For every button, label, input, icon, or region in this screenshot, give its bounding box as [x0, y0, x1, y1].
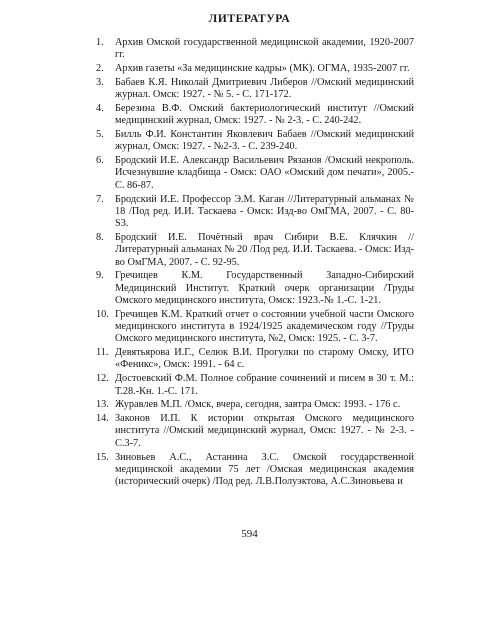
reference-number: 1. — [96, 37, 104, 48]
reference-item — [96, 129, 414, 154]
reference-text: Бродский И.Е. Александр Васильевич Рязанов /Омский некрополь. Исчезнувшие кладбища - Омск: ОАО «Омский дом печати», 2005.-С. 86-87. — [115, 155, 414, 191]
reference-item — [96, 452, 414, 489]
reference-text: Достоевский Ф.М. Полное собрание сочинений и писем в 30 т. М.: Т.28.-Кн. 1.-С. 171. — [115, 373, 414, 397]
reference-text: Бродский И.Е. Почётный врач Сибири В.Е. Клячкин //Литературный альманах № 20 /Под ред. И.И. Таскаева. - Омск: Изд-во ОмГМА, 2007. - С. 92-95. — [115, 231, 414, 268]
reference-number: 7. — [96, 193, 104, 205]
reference-number: 13. — [96, 399, 109, 411]
reference-item — [96, 103, 414, 128]
reference-number: 8. — [96, 231, 104, 243]
reference-number: 3. — [96, 76, 104, 88]
reference-item — [96, 37, 414, 62]
reference-number: 6. — [96, 155, 104, 167]
reference-item — [96, 232, 414, 269]
reference-number: 4. — [96, 102, 104, 114]
page-number: 594 — [241, 528, 258, 540]
page-title: ЛИТЕРАТУРА — [208, 13, 291, 25]
reference-list — [96, 37, 414, 490]
reference-item — [96, 399, 414, 411]
reference-text: Архив газеты «За медицинские кадры» (МК). ОГМА, 1935-2007 гг. — [115, 63, 410, 75]
reference-item — [96, 155, 414, 192]
reference-text: Билль Ф.И. Константин Яковлевич Бабаев //Омский медицинский журнал, Омск: 1927. - №2-3. - С. 239-240. — [115, 129, 414, 153]
reference-text: Зиновьев А.С., Астанина З.С. Омской государственной медицинской академии 75 лет /Омская медицинская академия (исторический очерк) /Под ред. Л.В.Полуэктова, А.С.Зиновьева и — [115, 451, 414, 488]
reference-text: Бродский И.Е. Профессор Э.М. Каган //Литературный альманах № 18 /Под ред. И.И. Таскаева - Омск: Изд-во ОмГМА, 2007. - С. 80-S3. — [115, 193, 414, 230]
reference-item — [96, 413, 414, 450]
reference-number: 5. — [96, 129, 104, 141]
reference-number: 9. — [96, 270, 104, 282]
reference-item — [96, 194, 414, 231]
reference-number: 15. — [96, 451, 109, 463]
reference-number: 11. — [96, 347, 109, 359]
reference-number: 12. — [96, 373, 109, 385]
reference-text: Журавлев М.П. /Омск, вчера, сегодня, завтра Омск: 1993. - 176 с. — [115, 399, 401, 411]
reference-text: Архив Омской государственной медицинской академии, 1920-2007 гг. — [115, 37, 414, 61]
reference-text: Девятьярова И.Г., Селюк В.И. Прогулки по старому Омску, ИТО «Феникс», Омск: 1991. - 64 с. — [115, 347, 414, 371]
reference-text: Гречищев К.М. Краткий отчет о состоянии учебной части Омского медицинского института в 1924/1925 академическом году //Труды Омского медицинского института, №2, Омск: 1925. - С. 3-7. — [115, 308, 414, 345]
reference-number: 2. — [96, 63, 104, 75]
reference-text: Законов И.П. К истории открытая Омского медицинского института //Омский медицинский журнал, Омск: 1927. - № 2-3. - С.3-7. — [115, 413, 414, 449]
reference-item — [96, 270, 414, 307]
reference-item — [96, 63, 414, 75]
reference-text: Гречищев К.М. Государственный Западно-Сибирский Медицинский Институт. Краткий очерк организации /Труды Омского медицинского института, Омск: 1923.-№ 1.-С. 1-21. — [115, 270, 414, 306]
reference-item — [96, 77, 414, 102]
reference-text: Бабаев К.Я. Николай Дмитриевич Либеров //Омский медицинский журнал. Омск: 1927. - № 5. - С. 171-172. — [115, 76, 414, 101]
reference-item — [96, 373, 414, 398]
reference-number: 14. — [96, 413, 109, 425]
reference-number: 10. — [96, 308, 109, 320]
reference-item — [96, 347, 414, 372]
reference-text: Березина В.Ф. Омский бактериологический институт //Омский медицинский журнал, Омск: 1927. - № 2-3. - С. 240-242. — [115, 102, 414, 127]
reference-item — [96, 309, 414, 346]
